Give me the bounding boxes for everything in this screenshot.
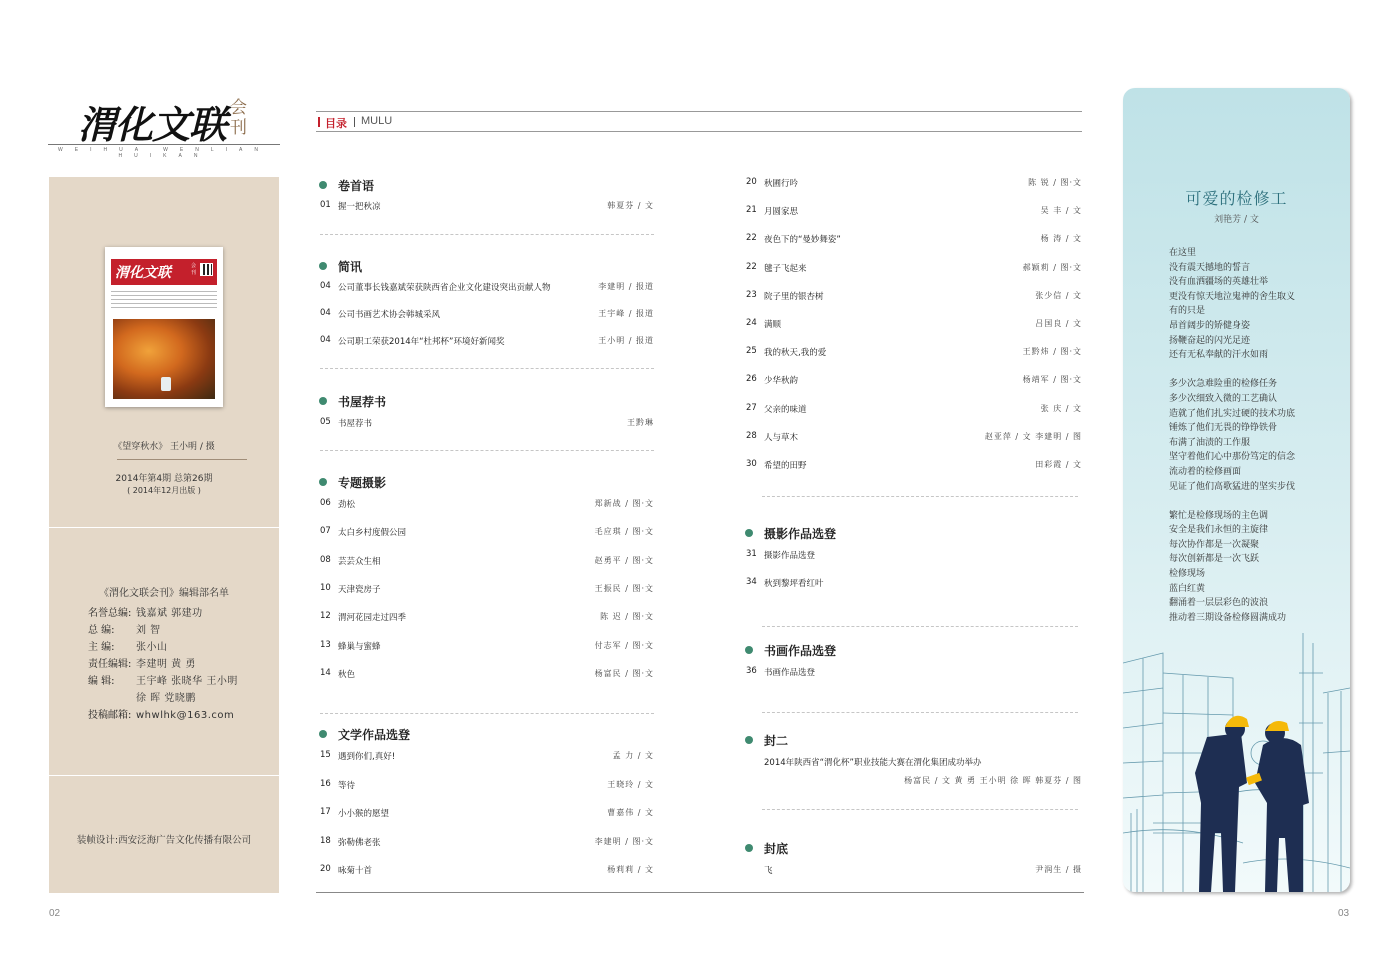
entry-title: 天津瓷房子 (338, 584, 381, 595)
toc-entry (320, 555, 654, 567)
section-title: 文学作品选登 (338, 728, 411, 742)
toc-entry (320, 807, 654, 819)
entry-author: 王黔炜 / 图·文 (1022, 347, 1082, 357)
section-bullet-icon (319, 262, 327, 270)
entry-page-number: 04 (320, 308, 331, 318)
section-bullet-icon (745, 646, 753, 654)
staff-role (88, 690, 136, 707)
entry-author: 韩夏芬 / 文 (607, 201, 654, 210)
entry-author: 杨莉莉 / 文 (607, 865, 654, 874)
section-title: 摄影作品选登 (764, 527, 837, 541)
entry-title: 飞 (764, 866, 773, 876)
toc-entry (320, 640, 654, 652)
toc-entry (320, 281, 654, 293)
section-dashed-divider (762, 626, 1078, 627)
staff-row (88, 690, 238, 707)
entry-page-number: 04 (320, 335, 331, 345)
entry-page-number: 22 (746, 261, 757, 272)
stanza-gap (1169, 363, 1295, 378)
cover-caption: 《望穿秋水》 王小明 / 摄 (113, 442, 215, 452)
entry-page-number: 20 (746, 177, 757, 187)
section-bullet-icon (745, 736, 753, 744)
entry-author: 尹润生 / 摄 (1035, 865, 1082, 874)
entry-page-number: 23 (746, 289, 757, 300)
page-number-left: 02 (49, 908, 61, 919)
entry-title: 太白乡村度假公园 (338, 528, 407, 539)
entry-author: 赵亚萍 / 文 李建明 / 图 (984, 431, 1082, 441)
entry-title: 满顺 (764, 320, 782, 330)
entry-page-number: 08 (320, 554, 331, 565)
logo-side-text: 会刊 (230, 98, 247, 138)
poem-line: 检修现场 (1169, 569, 1206, 580)
entry-author: 王晓玲 / 文 (607, 779, 654, 789)
logo-rule (48, 144, 280, 145)
entry-author: 杨 涛 / 文 (1040, 234, 1082, 244)
entry-page-number: 28 (746, 430, 757, 441)
entry-author: 杨富民 / 文 黄 勇 王小明 徐 晖 韩夏芬 / 图 (904, 776, 1082, 785)
section-dashed-divider (762, 712, 1078, 713)
entry-title: 渭河花园走过四季 (338, 613, 407, 624)
poem-line: 蓝白红黄 (1169, 583, 1206, 594)
poem-line: 没有震天撼地的誓言 (1169, 262, 1251, 273)
cover-title-band (111, 259, 217, 285)
staff-names: 徐 晖 党晓鹏 (136, 693, 196, 704)
poem-line: 流动着的检修画面 (1169, 466, 1242, 477)
section-bullet-icon (319, 730, 327, 738)
entry-title: 摄影作品选登 (764, 551, 816, 561)
toc-entry (746, 577, 1082, 589)
entry-author: 杨富民 / 图·文 (594, 668, 654, 678)
section-title: 简讯 (338, 260, 363, 274)
toc-entry (746, 431, 1082, 443)
toc-entry (746, 374, 1082, 386)
entry-author: 李建明 / 报道 (598, 282, 654, 291)
section-title: 封二 (764, 734, 789, 748)
staff-row (88, 707, 238, 724)
entry-page-number: 13 (320, 639, 331, 650)
section-dashed-divider (320, 234, 654, 235)
section-title: 书屋荐书 (338, 395, 387, 409)
staff-role: 主 编: (88, 642, 115, 653)
entry-page-number: 14 (320, 667, 331, 678)
entry-author: 张 庆 / 文 (1040, 403, 1082, 413)
section-title: 专题摄影 (338, 476, 387, 490)
entry-page-number: 21 (746, 205, 757, 216)
entry-title: 少华秋韵 (764, 376, 799, 387)
entry-author: 李建明 / 图·文 (594, 836, 654, 846)
poem-line: 每次协作都是一次凝聚 (1169, 539, 1260, 550)
poem-body (1169, 246, 1295, 625)
entry-title: 书屋荐书 (338, 419, 373, 429)
entry-title: 秋圃行吟 (764, 179, 799, 189)
entry-page-number: 18 (320, 835, 331, 846)
cover-autumn-photo (113, 319, 215, 399)
staff-names: 刘 智 (136, 625, 161, 636)
poem-line: 锤炼了他们无畏的铮铮铁骨 (1169, 423, 1278, 434)
entry-author: 赵勇平 / 图·文 (594, 555, 654, 565)
page-number-right: 03 (1338, 908, 1350, 919)
toc-entry (320, 308, 654, 320)
section-bullet-icon (319, 478, 327, 486)
panel-divider (49, 775, 279, 776)
entry-title: 我的秋天,我的爱 (764, 348, 827, 359)
entry-page-number: 22 (746, 233, 757, 244)
cover-thumbnail (105, 247, 223, 407)
entry-page-number: 20 (320, 864, 331, 874)
qr-code-icon (200, 263, 213, 276)
toc-title-en: MULU (361, 115, 393, 127)
entry-title: 公司职工荣获2014年“杜邦杯”环境好新闻奖 (338, 337, 505, 347)
section-dashed-divider (320, 713, 654, 714)
toc-entry (320, 200, 654, 212)
toc-entry (746, 756, 1082, 768)
section-bullet-icon (319, 181, 327, 189)
poem-author: 刘艳芳 / 文 (1214, 215, 1259, 225)
entry-page-number: 25 (746, 346, 757, 357)
entry-title: 2014年陕西省“渭化杯”职业技能大赛在渭化集团成功举办 (764, 758, 982, 768)
poem-line: 布满了油渍的工作服 (1169, 437, 1251, 448)
entry-page-number: 31 (746, 549, 757, 559)
staff-row (88, 605, 238, 622)
toc-entry (746, 346, 1082, 358)
toc-entry (746, 459, 1082, 471)
entry-title: 毽子飞起来 (764, 263, 807, 274)
section-title: 封底 (764, 842, 789, 856)
entry-author: 王宇峰 / 报道 (598, 309, 654, 318)
poem-line: 更没有惊天地泣鬼神的舍生取义 (1169, 291, 1296, 302)
entry-page-number: 01 (320, 200, 331, 210)
section-dashed-divider (320, 450, 654, 451)
design-credit: 装帧设计:西安泛海广告文化传播有限公司 (76, 835, 252, 846)
poem-line: 多少次急难险重的检修任务 (1169, 379, 1278, 390)
poem-line: 有的只是 (1169, 306, 1206, 317)
toc-header (316, 111, 1082, 132)
entry-title: 父亲的味道 (764, 404, 807, 415)
section-dashed-divider (320, 368, 654, 369)
poem-line: 每次创新都是一次飞跃 (1169, 554, 1260, 565)
poem-line: 在这里 (1169, 248, 1197, 258)
entry-title: 咏菊十首 (338, 866, 373, 876)
staff-role: 名誉总编: (88, 608, 132, 619)
left-info-panel (49, 177, 279, 893)
entry-author: 陈 锐 / 图·文 (1028, 178, 1082, 187)
staff-names: 张小山 (136, 642, 168, 653)
entry-title: 弥勒佛老张 (338, 837, 381, 848)
magazine-logo (48, 84, 280, 159)
entry-page-number: 24 (746, 318, 757, 328)
entry-author: 杨靖军 / 图·文 (1022, 375, 1082, 385)
entry-title: 秋到黎坪看红叶 (764, 579, 824, 589)
staff-row (88, 673, 238, 690)
poem-line: 扬鞭奋起的闪光足迹 (1169, 335, 1251, 346)
staff-row (88, 622, 238, 639)
toc-entry (320, 750, 654, 762)
toc-entry (746, 666, 1082, 678)
toc-title-cn: 目录 (325, 117, 347, 130)
poem-line: 见证了他们高歌猛进的坚实步伐 (1169, 481, 1296, 492)
entry-author: 张少信 / 文 (1035, 290, 1082, 300)
section-bullet-icon (745, 844, 753, 852)
toc-entry (746, 177, 1082, 189)
toc-entry (746, 262, 1082, 274)
toc-entry (746, 290, 1082, 302)
poem-line: 昂首阔步的矫健身姿 (1169, 320, 1251, 331)
poem-panel (1123, 88, 1350, 892)
toc-entry (746, 775, 1082, 787)
section-bullet-icon (745, 529, 753, 537)
poem-line: 翻涌着一层层彩色的波浪 (1169, 598, 1269, 609)
header-accent-bar (318, 117, 320, 127)
entry-title: 月圆家思 (764, 207, 799, 218)
staff-names: whwlhk@163.com (136, 710, 235, 721)
entry-page-number: 17 (320, 807, 331, 817)
entry-page-number: 05 (320, 417, 331, 427)
entry-page-number: 34 (746, 577, 757, 587)
entry-author: 付志军 / 图·文 (594, 640, 654, 650)
toc-entry (320, 583, 654, 595)
entry-page-number: 15 (320, 750, 331, 760)
toc-entry (320, 335, 654, 347)
entry-title: 人与草木 (764, 432, 799, 443)
staff-role: 总 编: (88, 625, 115, 636)
section-dashed-divider (762, 496, 1078, 497)
entry-title: 蜂巢与蜜蜂 (338, 641, 381, 652)
entry-title: 公司董事长钱嘉斌荣获陕西省企业文化建设突出贡献人物 (338, 283, 551, 293)
entry-author: 王黔琳 (627, 418, 654, 427)
entry-title: 握一把秋凉 (338, 202, 381, 212)
entry-title: 院子里的银杏树 (764, 291, 824, 302)
caption-rule (117, 459, 247, 460)
entry-title: 小小猴的愿望 (338, 809, 390, 819)
toc-entry (320, 668, 654, 680)
staff-names: 李建明 黄 勇 (136, 659, 196, 670)
entry-author: 吕国良 / 文 (1035, 319, 1082, 328)
entry-author: 田彩霞 / 文 (1035, 460, 1082, 469)
section-bullet-icon (319, 397, 327, 405)
entry-page-number: 06 (320, 498, 331, 508)
staff-row (88, 656, 238, 673)
cover-text-lines (111, 291, 217, 313)
entry-author: 王小明 / 报道 (598, 336, 654, 345)
entry-title: 书画作品选登 (764, 668, 816, 678)
entry-page-number: 12 (320, 611, 331, 622)
staff-row (88, 639, 238, 656)
toc-entry (746, 864, 1082, 876)
entry-title: 秋色 (338, 669, 356, 680)
poem-line: 还有无私奉献的汗水如雨 (1169, 350, 1269, 361)
staff-role: 投稿邮箱: (88, 710, 132, 721)
entry-page-number: 27 (746, 402, 757, 413)
toc-entry (320, 779, 654, 791)
section-title: 卷首语 (338, 179, 375, 193)
entry-title: 遇到你们,真好! (338, 752, 396, 762)
staff-role: 编 辑: (88, 676, 115, 687)
entry-page-number: 16 (320, 778, 331, 789)
toc-entry (746, 205, 1082, 217)
publish-date: ( 2014年12月出版 ) (127, 486, 201, 495)
staff-names: 钱嘉斌 郭建功 (136, 608, 203, 619)
panel-divider (49, 527, 279, 528)
toc-entry (320, 611, 654, 623)
logo-subtitle: WEIHUA WENLIAN HUIKAN (58, 147, 270, 159)
toc-entry (320, 836, 654, 848)
toc-entry (746, 549, 1082, 561)
logo-main-text: 渭化文联 (78, 102, 227, 147)
bottom-rule (316, 892, 1084, 893)
staff-list-title: 《渭化文联会刊》编辑部名单 (99, 588, 229, 599)
poem-line: 繁忙是检修现场的主色调 (1169, 510, 1269, 521)
issue-info: 2014年第4期 总第26期 (115, 474, 213, 484)
entry-title: 等待 (338, 780, 356, 791)
section-title: 书画作品选登 (764, 644, 837, 658)
stanza-gap (1169, 494, 1295, 509)
entry-title: 希望的田野 (764, 461, 807, 471)
entry-author: 郝颖莉 / 图·文 (1022, 262, 1082, 272)
entry-title: 劲松 (338, 500, 356, 510)
staff-list (88, 605, 238, 724)
entry-title: 公司书画艺术协会韩城采风 (338, 310, 441, 320)
toc-entry (746, 403, 1082, 415)
entry-page-number: 10 (320, 582, 331, 593)
entry-author: 王振民 / 图·文 (594, 583, 654, 593)
poem-line: 造就了他们扎实过硬的技术功底 (1169, 408, 1296, 419)
poem-line: 没有血洒疆场的英雄壮举 (1169, 277, 1269, 288)
entry-author: 郑新战 / 图·文 (594, 499, 654, 508)
header-separator (354, 117, 355, 127)
toc-entry (320, 417, 654, 429)
section-dashed-divider (762, 809, 1078, 810)
entry-author: 吴 丰 / 文 (1040, 206, 1082, 216)
toc-entry (320, 526, 654, 538)
entry-author: 陈 迟 / 图·文 (600, 612, 654, 622)
cover-side-text: 会刊 (191, 263, 197, 276)
entry-page-number: 04 (320, 281, 331, 291)
poem-title: 可爱的检修工 (1185, 189, 1288, 208)
entry-title: 芸芸众生相 (338, 556, 381, 567)
entry-page-number: 36 (746, 666, 757, 676)
staff-role: 责任编辑: (88, 659, 132, 670)
poem-line: 多少次细致入微的工艺确认 (1169, 393, 1278, 404)
entry-author: 曹嘉伟 / 文 (607, 808, 654, 817)
toc-entry (746, 318, 1082, 330)
poem-line: 坚守着他们心中那份笃定的信念 (1169, 452, 1296, 463)
entry-page-number: 30 (746, 459, 757, 469)
entry-author: 孟 力 / 文 (612, 751, 654, 760)
staff-names: 王宇峰 张晓华 王小明 (136, 676, 238, 687)
entry-page-number: 07 (320, 526, 331, 537)
toc-entry (320, 498, 654, 510)
cover-logo-text: 渭化文联 (115, 265, 171, 281)
entry-author: 毛应琪 / 图·文 (594, 527, 654, 537)
waterfall-shape (161, 377, 171, 391)
poem-line: 安全是我们永恒的主旋律 (1169, 525, 1269, 536)
toc-entry (320, 864, 654, 876)
entry-title: 夜色下的“曼妙舞姿” (764, 235, 841, 246)
entry-page-number: 26 (746, 374, 757, 385)
toc-entry (746, 233, 1082, 245)
maintenance-workers-illustration (1123, 633, 1350, 892)
poem-line: 推动着三期设备检修圆满成功 (1169, 612, 1287, 623)
